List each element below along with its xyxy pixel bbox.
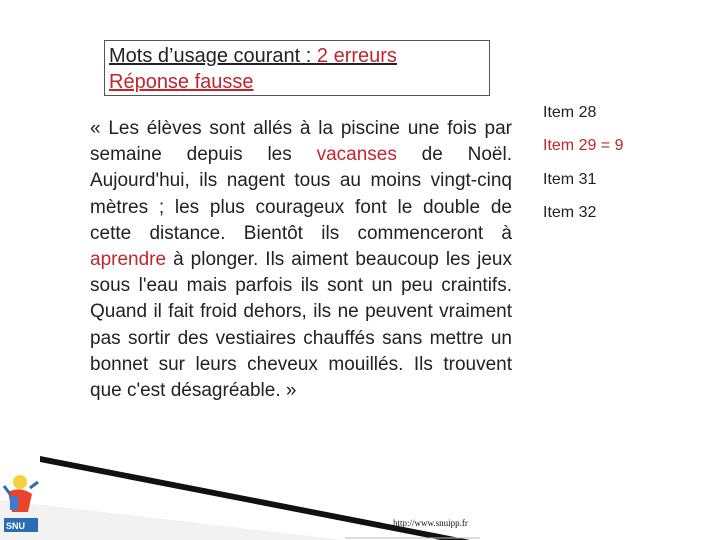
dictation-passage bbox=[90, 116, 512, 404]
snuipp-logo bbox=[0, 452, 70, 540]
title-prefix: Mots d’usage courant : bbox=[109, 45, 317, 67]
item-32: Item 32 bbox=[543, 204, 597, 221]
item-31: Item 31 bbox=[543, 171, 597, 188]
error-count: 2 erreurs bbox=[316, 45, 397, 67]
title-line-1 bbox=[109, 43, 485, 69]
title-box bbox=[104, 40, 490, 96]
passage-text-1: « Les élèves sont allés à la piscine une fois par semaine depuis les bbox=[90, 118, 512, 166]
item-28: Item 28 bbox=[543, 104, 597, 121]
misspelled-word-2: aprendre bbox=[90, 249, 167, 271]
logo-text: SNU bbox=[6, 521, 26, 531]
misspelled-word-1: vacanses bbox=[316, 144, 397, 166]
footer-url: http://www.snuipp.fr bbox=[393, 518, 468, 528]
passage-text-2: de Noël. Aujourd'hui, ils nagent tous au moins vingt-cinq mètres ; les plus courageux font le double de cette distance. Bientôt ils commenceront à bbox=[90, 144, 512, 244]
passage-text-3: à plonger. Ils aiment beaucoup les jeux sous l'eau mais parfois ils sont un peu craintifs. Quand il fait froid dehors, ils ne peuvent vraiment pas sortir des vestiaires chauffés sans mettre un bonnet sur leurs cheveux mouillés. Ils trouvent que c'est désagréable. » bbox=[90, 249, 512, 402]
title-line-2: Réponse fausse bbox=[109, 71, 254, 93]
footer-decoration bbox=[0, 440, 720, 540]
item-29: Item 29 = 9 bbox=[543, 137, 624, 154]
